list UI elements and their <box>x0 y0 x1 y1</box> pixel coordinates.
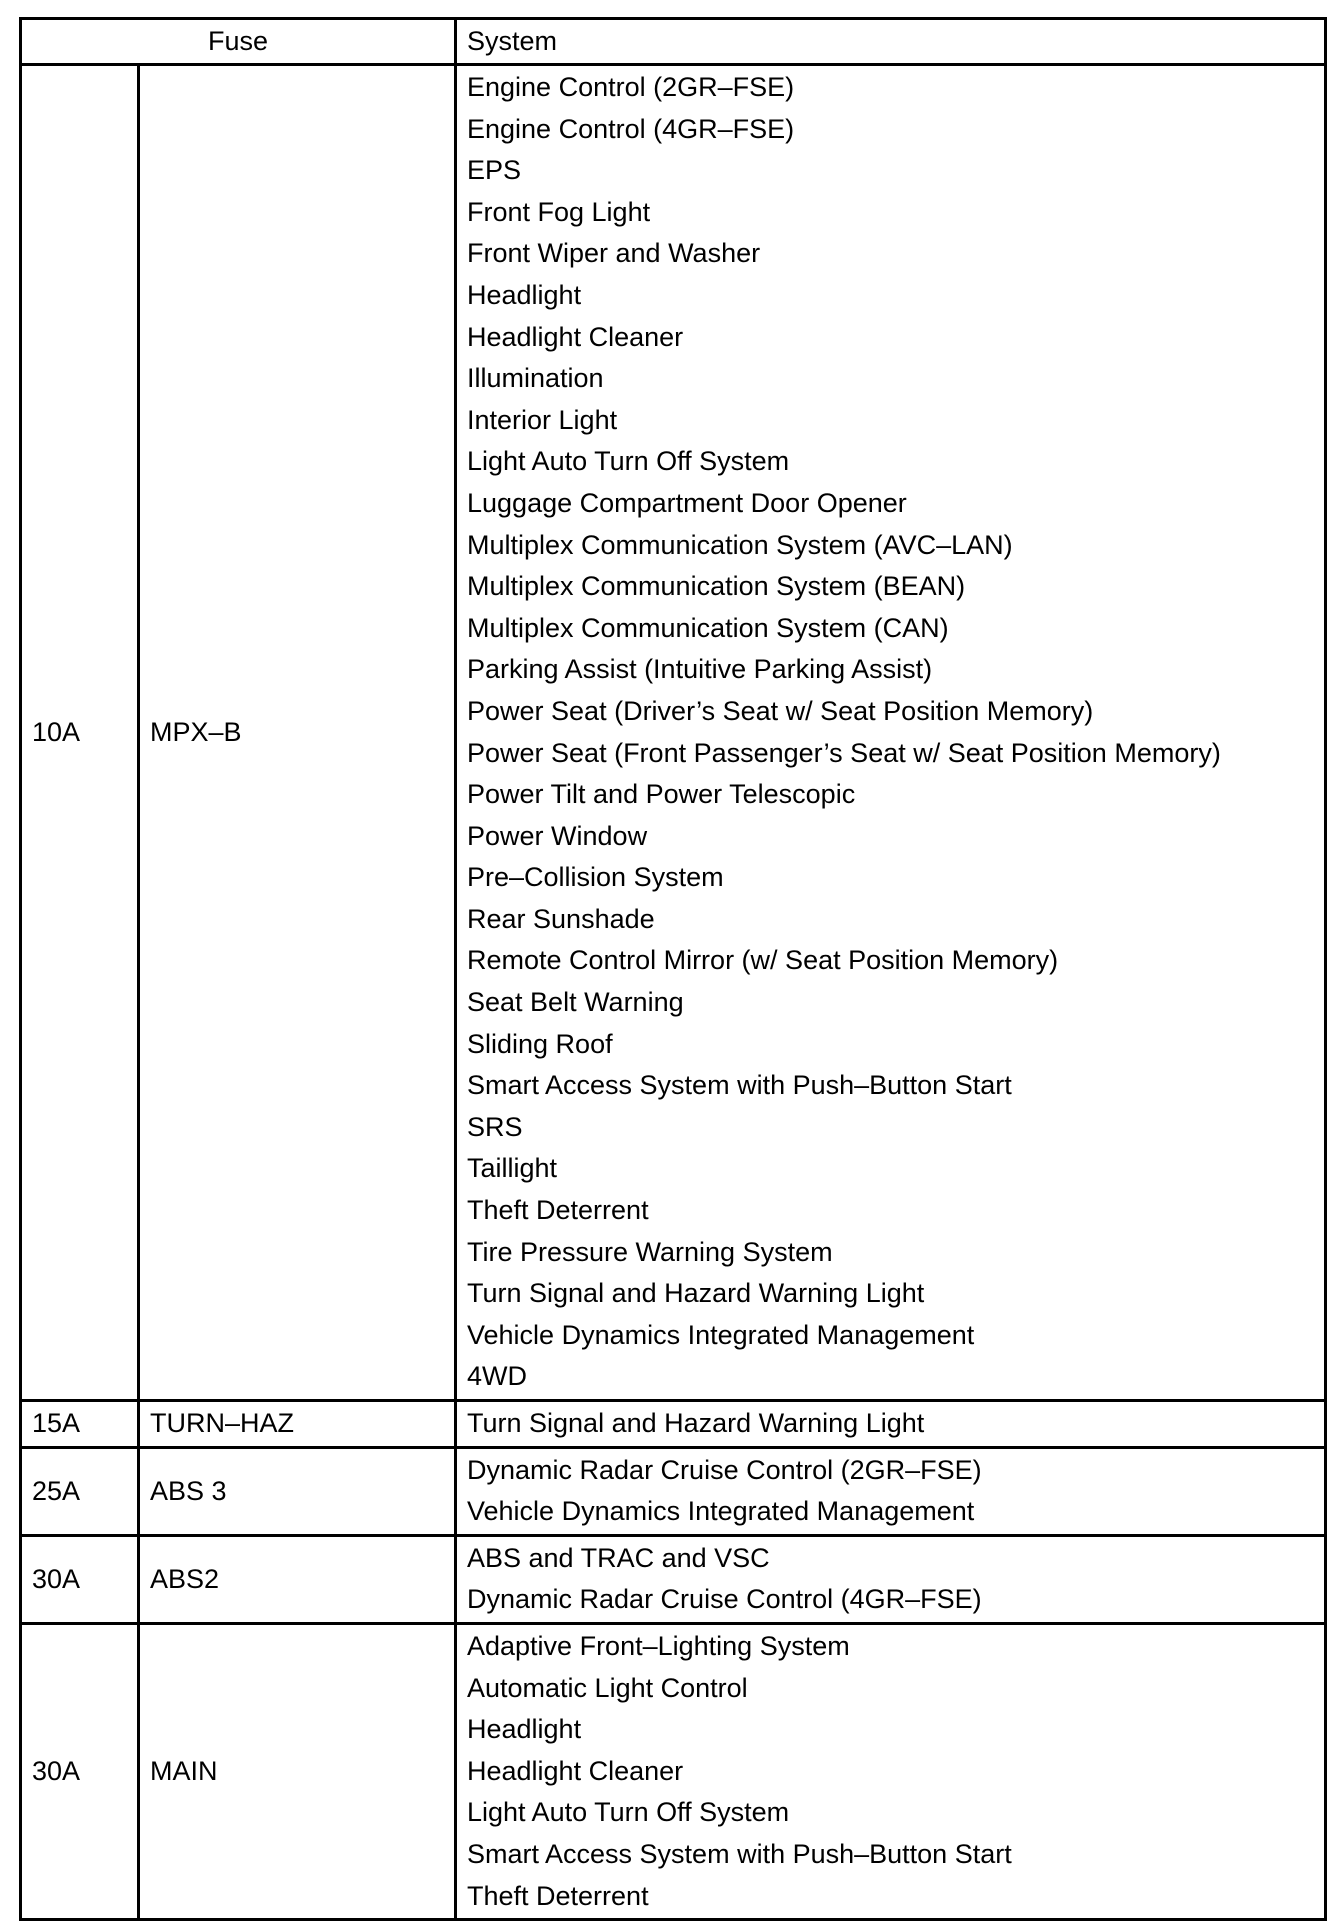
fuse-table-body <box>21 65 1326 1920</box>
system-item: Seat Belt Warning <box>467 987 684 1018</box>
system-item: Multiplex Communication System (BEAN) <box>467 571 966 602</box>
fuse-amperage: 15A <box>21 1401 139 1448</box>
system-item: Engine Control (2GR–FSE) <box>467 72 795 102</box>
system-item: SRS <box>467 1111 523 1142</box>
system-item: Luggage Compartment Door Opener <box>467 487 907 518</box>
system-item: Engine Control (4GR–FSE) <box>467 113 795 144</box>
header-row <box>21 19 1326 65</box>
system-item: Smart Access System with Push–Button Start <box>467 1838 1012 1869</box>
system-item: Power Seat (Driver’s Seat w/ Seat Position Memory) <box>467 695 1094 726</box>
table-row <box>21 1535 1326 1623</box>
system-item: Turn Signal and Hazard Warning Light <box>467 1408 925 1438</box>
system-item: Front Wiper and Washer <box>467 238 761 269</box>
fuse-amperage: 30A <box>21 1623 139 1919</box>
fuse-name: ABS 3 <box>139 1447 456 1535</box>
system-item: Vehicle Dynamics Integrated Management <box>467 1496 975 1527</box>
system-item: Sliding Roof <box>467 1028 613 1059</box>
system-item: Power Window <box>467 820 648 851</box>
system-list <box>456 1401 1326 1448</box>
system-item: Multiplex Communication System (AVC–LAN) <box>467 529 1013 560</box>
table-row <box>21 1401 1326 1448</box>
system-item: Dynamic Radar Cruise Control (2GR–FSE) <box>467 1454 982 1485</box>
system-item: Power Seat (Front Passenger’s Seat w/ Seat Position Memory) <box>467 737 1221 768</box>
system-list <box>456 1535 1326 1623</box>
system-list <box>456 1447 1326 1535</box>
system-item: EPS <box>467 155 522 186</box>
system-item: 4WD <box>467 1361 527 1392</box>
system-item: Headlight <box>467 1714 582 1745</box>
system-item: Light Auto Turn Off System <box>467 1797 790 1828</box>
fuse-name: ABS2 <box>139 1535 456 1623</box>
system-item: Theft Deterrent <box>467 1880 649 1911</box>
system-list <box>456 1623 1326 1919</box>
system-item: Tire Pressure Warning System <box>467 1236 833 1267</box>
system-item: Adaptive Front–Lighting System <box>467 1630 850 1661</box>
fuse-name: TURN–HAZ <box>139 1401 456 1448</box>
system-item: Vehicle Dynamics Integrated Management <box>467 1319 975 1350</box>
system-item: Automatic Light Control <box>467 1672 748 1703</box>
fuse-amperage: 25A <box>21 1447 139 1535</box>
system-item: Front Fog Light <box>467 196 651 227</box>
fuse-name: MAIN <box>139 1623 456 1919</box>
fuse-table <box>19 17 1327 1921</box>
system-item: Dynamic Radar Cruise Control (4GR–FSE) <box>467 1584 982 1615</box>
system-item: Theft Deterrent <box>467 1195 649 1226</box>
table-row <box>21 65 1326 1401</box>
system-item: Power Tilt and Power Telescopic <box>467 779 856 810</box>
system-item: ABS and TRAC and VSC <box>467 1542 770 1573</box>
fuse-amperage: 10A <box>21 65 139 1401</box>
system-item: Pre–Collision System <box>467 862 724 893</box>
system-item: Interior Light <box>467 404 618 435</box>
header-system: System <box>456 19 1326 65</box>
system-item: Turn Signal and Hazard Warning Light <box>467 1278 925 1309</box>
system-item: Taillight <box>467 1153 558 1184</box>
table-row <box>21 1623 1326 1919</box>
fuse-amperage: 30A <box>21 1535 139 1623</box>
system-item: Parking Assist (Intuitive Parking Assist) <box>467 654 933 685</box>
header-fuse: Fuse <box>21 19 456 65</box>
fuse-name: MPX–B <box>139 65 456 1401</box>
system-item: Light Auto Turn Off System <box>467 446 790 477</box>
system-item: Smart Access System with Push–Button Start <box>467 1070 1012 1101</box>
system-item: Headlight Cleaner <box>467 321 684 352</box>
system-item: Headlight <box>467 279 582 310</box>
system-item: Multiplex Communication System (CAN) <box>467 612 949 643</box>
system-item: Rear Sunshade <box>467 903 655 934</box>
system-list <box>456 65 1326 1401</box>
table-row <box>21 1447 1326 1535</box>
system-item: Remote Control Mirror (w/ Seat Position Memory) <box>467 945 1059 976</box>
system-item: Headlight Cleaner <box>467 1755 684 1786</box>
system-item: Illumination <box>467 363 604 394</box>
